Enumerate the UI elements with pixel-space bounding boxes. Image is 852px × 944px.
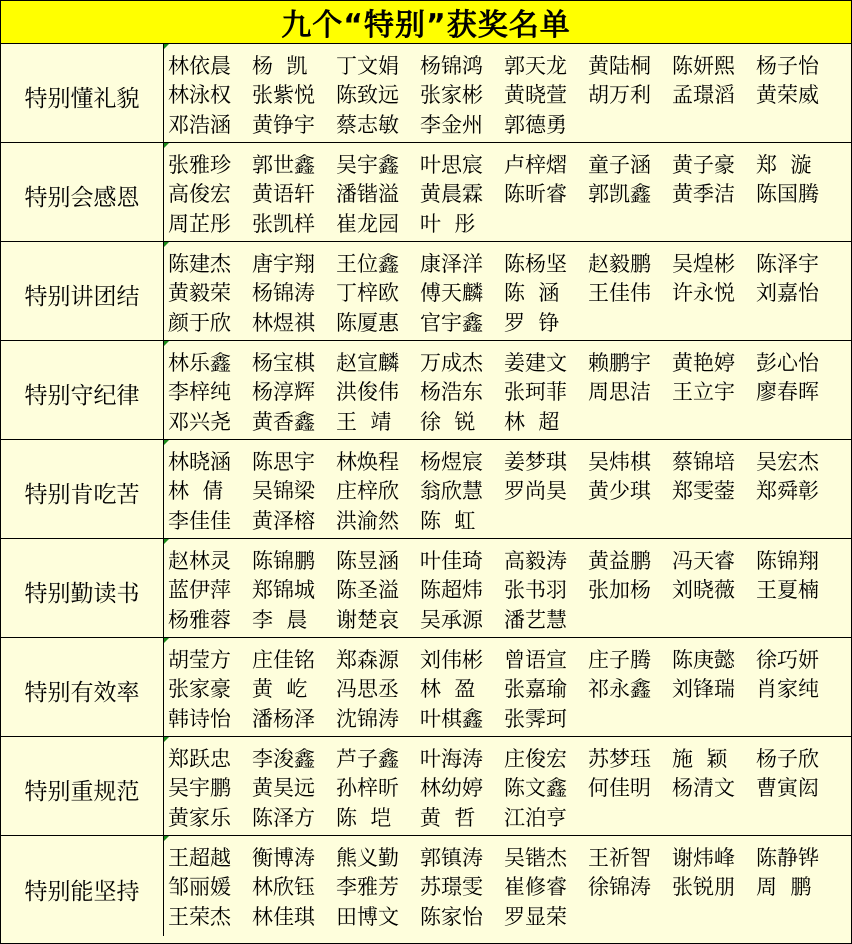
winner-name: 洪渝然 bbox=[336, 508, 399, 533]
winner-name: 黄铮宇 bbox=[252, 112, 315, 137]
winner-name: 张凯样 bbox=[252, 211, 315, 236]
winner-name: 张加杨 bbox=[588, 578, 651, 603]
winner-name: 杨宝棋 bbox=[252, 350, 315, 375]
winner-name: 吴宇鑫 bbox=[336, 152, 399, 177]
winner-name: 冯天睿 bbox=[672, 548, 735, 573]
winner-name: 张锐朋 bbox=[672, 875, 735, 900]
winner-name: 蔡锦培 bbox=[672, 449, 735, 474]
names-line bbox=[168, 604, 851, 634]
winner-names-cell bbox=[164, 242, 851, 340]
winner-names-cell bbox=[164, 143, 851, 241]
winner-name: 林幼婷 bbox=[420, 776, 483, 801]
winner-name: 姜梦琪 bbox=[504, 449, 567, 474]
winner-name: 唐宇翔 bbox=[252, 251, 315, 276]
category-label: 特别守纪律 bbox=[1, 341, 164, 439]
names-line bbox=[168, 278, 851, 308]
winner-name: 郭凯鑫 bbox=[588, 182, 651, 207]
winner-name: 黄毅荣 bbox=[168, 281, 231, 306]
winner-name: 廖春晖 bbox=[756, 380, 819, 405]
winner-name: 陈锦翔 bbox=[756, 548, 819, 573]
winner-name: 庄佳铭 bbox=[252, 647, 315, 672]
winner-name: 周芷彤 bbox=[168, 211, 231, 236]
winner-name: 黄 哲 bbox=[420, 805, 476, 830]
winner-name: 郑雯蓥 bbox=[672, 479, 735, 504]
winner-name: 黄子豪 bbox=[672, 152, 735, 177]
winner-name: 林焕程 bbox=[336, 449, 399, 474]
winner-name: 郑舜彰 bbox=[756, 479, 819, 504]
winner-name: 陈静铧 bbox=[756, 845, 819, 870]
winner-name: 郑森源 bbox=[336, 647, 399, 672]
winner-name: 衡博涛 bbox=[252, 845, 315, 870]
winner-name: 郭世鑫 bbox=[252, 152, 315, 177]
winner-name: 陈锦鹏 bbox=[252, 548, 315, 573]
winner-name: 李雅芳 bbox=[336, 875, 399, 900]
winner-name: 黄荣威 bbox=[756, 83, 819, 108]
winner-name: 庄子腾 bbox=[588, 647, 651, 672]
winner-name: 邓浩涵 bbox=[168, 112, 231, 137]
names-line bbox=[168, 446, 851, 476]
winner-name: 沈锦涛 bbox=[336, 706, 399, 731]
winner-name: 李 晨 bbox=[252, 607, 308, 632]
names-line bbox=[168, 901, 851, 931]
winner-name: 吴锦梁 bbox=[252, 479, 315, 504]
winner-name: 邓兴尧 bbox=[168, 409, 231, 434]
winner-name: 刘晓薇 bbox=[672, 578, 735, 603]
winner-name: 韩诗怡 bbox=[168, 706, 231, 731]
winner-name: 林 盈 bbox=[420, 677, 476, 702]
names-line bbox=[168, 703, 851, 733]
winner-name: 高俊宏 bbox=[168, 182, 231, 207]
category-label: 特别肯吃苦 bbox=[1, 440, 164, 538]
winner-name: 孙梓昕 bbox=[336, 776, 399, 801]
winner-name: 刘嘉怡 bbox=[756, 281, 819, 306]
winner-name: 丁文娟 bbox=[336, 53, 399, 78]
names-line bbox=[168, 80, 851, 110]
category-label: 特别有效率 bbox=[1, 638, 164, 736]
winner-name: 芦子鑫 bbox=[336, 746, 399, 771]
category-label: 特别讲团结 bbox=[1, 242, 164, 340]
winner-name: 吴承源 bbox=[420, 607, 483, 632]
winner-name: 高毅涛 bbox=[504, 548, 567, 573]
names-line bbox=[168, 406, 851, 436]
winner-name: 何佳明 bbox=[588, 776, 651, 801]
winner-name: 黄艳婷 bbox=[672, 350, 735, 375]
winner-name: 陈 垲 bbox=[336, 805, 392, 830]
winner-name: 黄晨霖 bbox=[420, 182, 483, 207]
winner-names-cell bbox=[164, 440, 851, 538]
winner-name: 赖鹏宇 bbox=[588, 350, 651, 375]
winner-name: 陈家怡 bbox=[420, 904, 483, 929]
winner-name: 赵宣麟 bbox=[336, 350, 399, 375]
winner-name: 崔修睿 bbox=[504, 875, 567, 900]
winner-name: 郭天龙 bbox=[504, 53, 567, 78]
winner-name: 张珂菲 bbox=[504, 380, 567, 405]
category-row bbox=[1, 44, 851, 143]
winner-name: 林佳琪 bbox=[252, 904, 315, 929]
category-row bbox=[1, 440, 851, 539]
winner-name: 崔龙园 bbox=[336, 211, 399, 236]
winner-name: 祁永鑫 bbox=[588, 677, 651, 702]
winner-name: 苏璟雯 bbox=[420, 875, 483, 900]
winner-name: 曾语宣 bbox=[504, 647, 567, 672]
winner-name: 孟璟滔 bbox=[672, 83, 735, 108]
winner-name: 周思洁 bbox=[588, 380, 651, 405]
winner-name: 陈泽方 bbox=[252, 805, 315, 830]
winner-name: 郭德勇 bbox=[504, 112, 567, 137]
names-line bbox=[168, 505, 851, 535]
winner-name: 庄梓欣 bbox=[336, 479, 399, 504]
winner-name: 陈国腾 bbox=[756, 182, 819, 207]
winner-name: 赵毅鹏 bbox=[588, 251, 651, 276]
winner-name: 黄陆桐 bbox=[588, 53, 651, 78]
winner-name: 王 靖 bbox=[336, 409, 392, 434]
winner-name: 陈圣溢 bbox=[336, 578, 399, 603]
winner-name: 张家豪 bbox=[168, 677, 231, 702]
names-line bbox=[168, 674, 851, 704]
winner-name: 郑锦城 bbox=[252, 578, 315, 603]
winner-name: 杨子怡 bbox=[756, 53, 819, 78]
winner-name: 卢梓熠 bbox=[504, 152, 567, 177]
winner-name: 黄益鹏 bbox=[588, 548, 651, 573]
winner-name: 叶海涛 bbox=[420, 746, 483, 771]
winner-name: 冯思丞 bbox=[336, 677, 399, 702]
winner-name: 丁梓欧 bbox=[336, 281, 399, 306]
winner-name: 杨煜宸 bbox=[420, 449, 483, 474]
winner-name: 郑跃忠 bbox=[168, 746, 231, 771]
winner-name: 叶棋鑫 bbox=[420, 706, 483, 731]
winner-name: 叶 彤 bbox=[420, 211, 476, 236]
winner-name: 吴宇鹏 bbox=[168, 776, 231, 801]
winner-name: 林煜祺 bbox=[252, 310, 315, 335]
winner-name: 赵林灵 bbox=[168, 548, 231, 573]
winner-name: 杨清文 bbox=[672, 776, 735, 801]
names-line bbox=[168, 50, 851, 80]
winner-name: 黄少琪 bbox=[588, 479, 651, 504]
winner-name: 吴宏杰 bbox=[756, 449, 819, 474]
winner-name: 郭镇涛 bbox=[420, 845, 483, 870]
winner-name: 黄家乐 bbox=[168, 805, 231, 830]
winner-name: 田博文 bbox=[336, 904, 399, 929]
category-row bbox=[1, 242, 851, 341]
winner-name: 熊义勤 bbox=[336, 845, 399, 870]
category-rows bbox=[1, 44, 851, 936]
winner-name: 施 颖 bbox=[672, 746, 728, 771]
category-label: 特别会感恩 bbox=[1, 143, 164, 241]
winner-name: 翁欣慧 bbox=[420, 479, 483, 504]
winner-name: 陈厦惠 bbox=[336, 310, 399, 335]
winner-name: 童子涵 bbox=[588, 152, 651, 177]
winner-name: 杨淳辉 bbox=[252, 380, 315, 405]
winner-name: 潘艺慧 bbox=[504, 607, 567, 632]
winner-names-cell bbox=[164, 836, 851, 936]
winner-name: 万成杰 bbox=[420, 350, 483, 375]
sheet-title: 九个“特别”获奖名单 bbox=[1, 1, 851, 44]
winner-name: 杨雅蓉 bbox=[168, 607, 231, 632]
winner-name: 康泽洋 bbox=[420, 251, 483, 276]
winner-name: 李浚鑫 bbox=[252, 746, 315, 771]
winner-name: 陈杨坚 bbox=[504, 251, 567, 276]
winner-name: 姜建文 bbox=[504, 350, 567, 375]
winner-name: 黄季洁 bbox=[672, 182, 735, 207]
winner-names-cell bbox=[164, 44, 851, 142]
category-row bbox=[1, 341, 851, 440]
winner-name: 陈 涵 bbox=[504, 281, 560, 306]
winner-name: 杨锦涛 bbox=[252, 281, 315, 306]
winner-name: 王夏楠 bbox=[756, 578, 819, 603]
winner-name: 陈超炜 bbox=[420, 578, 483, 603]
winner-name: 林晓涵 bbox=[168, 449, 231, 474]
names-line bbox=[168, 802, 851, 832]
winner-name: 陈泽宇 bbox=[756, 251, 819, 276]
winner-name: 颜于欣 bbox=[168, 310, 231, 335]
names-line bbox=[168, 377, 851, 407]
winner-name: 陈建杰 bbox=[168, 251, 231, 276]
winner-name: 黄香鑫 bbox=[252, 409, 315, 434]
winner-name: 林乐鑫 bbox=[168, 350, 231, 375]
names-line bbox=[168, 208, 851, 238]
names-line bbox=[168, 872, 851, 902]
names-line bbox=[168, 842, 851, 872]
winner-name: 王立宇 bbox=[672, 380, 735, 405]
category-row bbox=[1, 638, 851, 737]
winner-name: 杨 凯 bbox=[252, 53, 308, 78]
winner-name: 林欣钰 bbox=[252, 875, 315, 900]
winner-name: 曹寅闳 bbox=[756, 776, 819, 801]
winner-name: 徐锦涛 bbox=[588, 875, 651, 900]
winner-name: 张书羽 bbox=[504, 578, 567, 603]
winner-names-cell bbox=[164, 638, 851, 736]
winner-name: 黄语轩 bbox=[252, 182, 315, 207]
winner-name: 蔡志敏 bbox=[336, 112, 399, 137]
winner-name: 林 超 bbox=[504, 409, 560, 434]
winner-name: 苏梦珏 bbox=[588, 746, 651, 771]
winner-name: 李梓纯 bbox=[168, 380, 231, 405]
winner-name: 张雅珍 bbox=[168, 152, 231, 177]
winner-name: 张家彬 bbox=[420, 83, 483, 108]
winner-name: 陈 虹 bbox=[420, 508, 476, 533]
winner-name: 陈昱涵 bbox=[336, 548, 399, 573]
winner-name: 洪俊伟 bbox=[336, 380, 399, 405]
winner-name: 谢楚哀 bbox=[336, 607, 399, 632]
winner-name: 叶佳琦 bbox=[420, 548, 483, 573]
category-row bbox=[1, 737, 851, 836]
winner-name: 王佳伟 bbox=[588, 281, 651, 306]
names-line bbox=[168, 347, 851, 377]
winner-name: 叶思宸 bbox=[420, 152, 483, 177]
winner-name: 吴锴杰 bbox=[504, 845, 567, 870]
winner-names-cell bbox=[164, 539, 851, 637]
names-line bbox=[168, 248, 851, 278]
names-line bbox=[168, 179, 851, 209]
winner-name: 傅天麟 bbox=[420, 281, 483, 306]
category-label: 特别重规范 bbox=[1, 737, 164, 835]
winner-name: 罗显荣 bbox=[504, 904, 567, 929]
winner-name: 肖家纯 bbox=[756, 677, 819, 702]
winner-name: 官宇鑫 bbox=[420, 310, 483, 335]
names-line bbox=[168, 743, 851, 773]
category-label: 特别勤读书 bbox=[1, 539, 164, 637]
names-line bbox=[168, 545, 851, 575]
category-row bbox=[1, 539, 851, 638]
winner-name: 黄 屹 bbox=[252, 677, 308, 702]
winner-name: 谢炜峰 bbox=[672, 845, 735, 870]
names-line bbox=[168, 773, 851, 803]
winner-name: 潘锴溢 bbox=[336, 182, 399, 207]
winner-name: 黄昊远 bbox=[252, 776, 315, 801]
names-line bbox=[168, 476, 851, 506]
winner-name: 杨锦鸿 bbox=[420, 53, 483, 78]
winner-name: 彭心怡 bbox=[756, 350, 819, 375]
winner-name: 李金州 bbox=[420, 112, 483, 137]
winner-name: 陈文鑫 bbox=[504, 776, 567, 801]
winner-name: 江泊亨 bbox=[504, 805, 567, 830]
winner-name: 林依晨 bbox=[168, 53, 231, 78]
winner-name: 王祈智 bbox=[588, 845, 651, 870]
winner-name: 王超越 bbox=[168, 845, 231, 870]
winner-name: 张紫悦 bbox=[252, 83, 315, 108]
names-line bbox=[168, 575, 851, 605]
winner-name: 张霁珂 bbox=[504, 706, 567, 731]
winner-name: 郑 漩 bbox=[756, 152, 812, 177]
winner-names-cell bbox=[164, 737, 851, 835]
names-line bbox=[168, 149, 851, 179]
category-label: 特别懂礼貌 bbox=[1, 44, 164, 142]
winner-name: 徐巧妍 bbox=[756, 647, 819, 672]
winner-name: 王荣杰 bbox=[168, 904, 231, 929]
winner-name: 刘伟彬 bbox=[420, 647, 483, 672]
winner-name: 刘锋瑞 bbox=[672, 677, 735, 702]
winner-name: 王位鑫 bbox=[336, 251, 399, 276]
winner-name: 庄俊宏 bbox=[504, 746, 567, 771]
winner-name: 杨浩东 bbox=[420, 380, 483, 405]
winner-name: 杨子欣 bbox=[756, 746, 819, 771]
winner-name: 李佳佳 bbox=[168, 508, 231, 533]
winner-name: 黄晓萱 bbox=[504, 83, 567, 108]
winner-name: 陈致远 bbox=[336, 83, 399, 108]
winner-name: 许永悦 bbox=[672, 281, 735, 306]
winner-names-cell bbox=[164, 341, 851, 439]
winner-name: 陈妍熙 bbox=[672, 53, 735, 78]
winner-name: 潘杨泽 bbox=[252, 706, 315, 731]
category-row bbox=[1, 143, 851, 242]
winner-name: 罗 铮 bbox=[504, 310, 560, 335]
winner-name: 陈昕睿 bbox=[504, 182, 567, 207]
winner-name: 张嘉瑜 bbox=[504, 677, 567, 702]
names-line bbox=[168, 644, 851, 674]
winner-name: 林 倩 bbox=[168, 479, 224, 504]
winner-name: 胡万利 bbox=[588, 83, 651, 108]
winner-name: 陈庚懿 bbox=[672, 647, 735, 672]
category-row bbox=[1, 836, 851, 936]
winner-name: 徐 锐 bbox=[420, 409, 476, 434]
winner-name: 林泳权 bbox=[168, 83, 231, 108]
winner-name: 胡莹方 bbox=[168, 647, 231, 672]
names-line bbox=[168, 109, 851, 139]
winner-name: 吴煌彬 bbox=[672, 251, 735, 276]
winner-name: 罗尚昊 bbox=[504, 479, 567, 504]
winner-name: 周 鹏 bbox=[756, 875, 812, 900]
winner-name: 邹丽媛 bbox=[168, 875, 231, 900]
winner-name: 黄泽榕 bbox=[252, 508, 315, 533]
winner-name: 陈思宇 bbox=[252, 449, 315, 474]
winner-name: 吴炜棋 bbox=[588, 449, 651, 474]
category-label: 特别能坚持 bbox=[1, 836, 164, 936]
winner-name: 蓝伊萍 bbox=[168, 578, 231, 603]
names-line bbox=[168, 307, 851, 337]
